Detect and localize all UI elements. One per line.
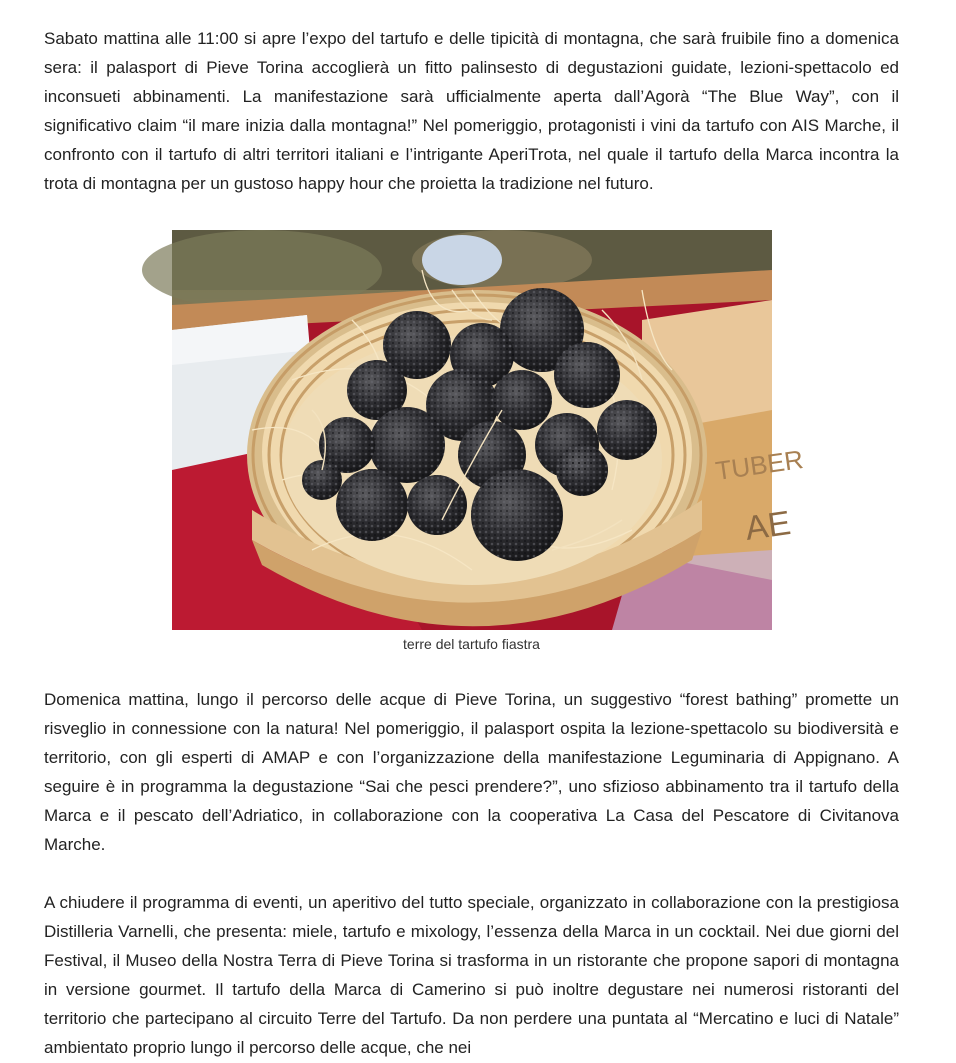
article-paragraph: A chiudere il programma di eventi, un aperitivo del tutto speciale, organizzato in collaborazione con la prestigiosa Distilleria Varnelli, che presenta: miele, tartufo e mixology, l’essenza della Marca in un cocktail. Nei due giorni del Festival, il Museo della Nostra Terra di Pieve Torina si trasforma in un ristorante che propone sapori di montagna in versione gourmet. Il tartufo della Marca di Camerino si può inoltre degustare nei numerosi ristoranti del territorio che partecipano al circuito Terre del Tartufo. Da non perdere una puntata al “Mercatino e luci di Natale” ambientato proprio lungo il percorso delle acque, che nei bbox=[44, 893, 899, 1057]
truffle-basket-photo bbox=[172, 230, 805, 630]
article-figure bbox=[44, 230, 899, 653]
article-paragraph: Domenica mattina, lungo il percorso delle acque di Pieve Torina, un suggestivo “forest bathing” promette un risveglio in connessione con la natura! Nel pomeriggio, il palasport ospita la lezione-spettacolo su biodiversità e territorio, con gli esperti di AMAP e con l’organizzazione della manifestazione Leguminaria di Appignano. A seguire è in programma la degustazione “Sai che pesci prendere?”, uno sfizioso abbinamento tra il tartufo della Marca e il pescato dell’Adriatico, in collaborazione con la cooperativa La Casa del Pescatore di Civitanova Marche. bbox=[44, 690, 899, 854]
crate-label-text: TUBER bbox=[713, 443, 805, 486]
article-body bbox=[44, 24, 899, 1062]
svg-text:AE: AE bbox=[742, 503, 793, 548]
figure-caption: terre del tartufo fiastra bbox=[403, 636, 540, 652]
article-paragraph: Sabato mattina alle 11:00 si apre l’expo del tartufo e delle tipicità di montagna, che sarà fruibile fino a domenica sera: il palasport di Pieve Torina accoglierà un fitto palinsesto di degustazioni guidate, lezioni-spettacolo ed inconsueti abbinamenti. La manifestazione sarà ufficialmente aperta dall’Agorà “The Blue Way”, con il significativo claim “il mare inizia dalla montagna!” Nel pomeriggio, protagonisti i vini da tartufo con AIS Marche, il confronto con il tartufo di altri territori italiani e l’intrigante AperiTrota, nel quale il tartufo della Marca incontra la trota di montagna per un gustoso happy hour che proietta la tradizione nel futuro. bbox=[44, 29, 899, 193]
